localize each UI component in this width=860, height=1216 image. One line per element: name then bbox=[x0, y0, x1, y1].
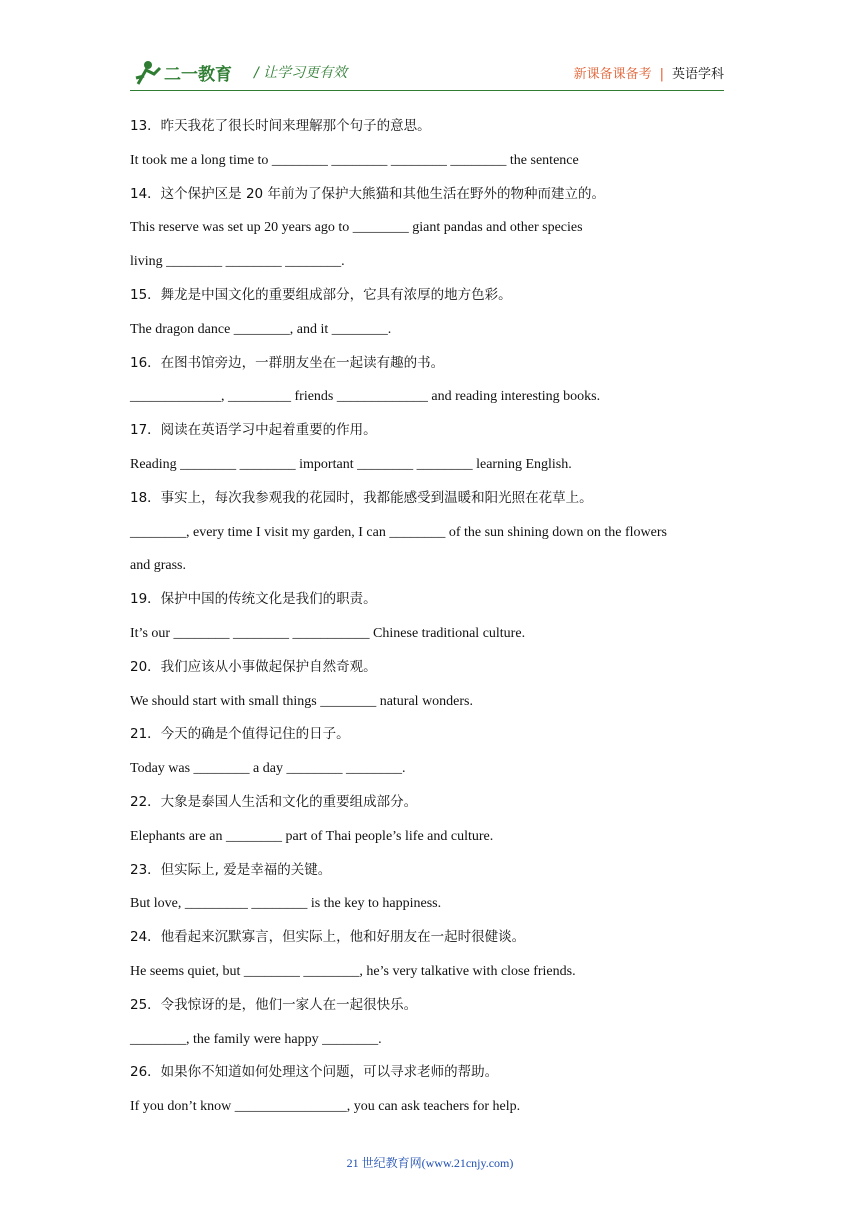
question-13-chinese: 13．昨天我花了很长时间来理解那个句子的意思。 bbox=[130, 118, 431, 134]
question-15-chinese: 15．舞龙是中国文化的重要组成部分，它具有浓厚的地方色彩。 bbox=[130, 286, 512, 303]
header-separator: | bbox=[659, 67, 664, 82]
svg-text:二一教育: 二一教育 bbox=[164, 65, 232, 85]
footer-link[interactable]: 21 世纪教育网(www.21cnjy.com) bbox=[346, 1156, 514, 1170]
question-17-chinese: 17．阅读在英语学习中起着重要的作用。 bbox=[130, 422, 377, 439]
question-21-chinese: 21．今天的确是个值得记住的日子。 bbox=[130, 726, 350, 743]
question-15-english: The dragon dance ________, and it ________. bbox=[130, 321, 392, 337]
question-19-chinese: 19．保护中国的传统文化是我们的职责。 bbox=[130, 591, 377, 608]
question-25-english: ________, the family were happy ________. bbox=[130, 1031, 382, 1047]
question-14-english: This reserve was set up 20 years ago to ________ giant pandas and other species bbox=[130, 220, 583, 236]
header-right bbox=[574, 63, 724, 82]
brand-text: 新课备课备考 bbox=[573, 67, 652, 82]
question-20-english: We should start with small things ________ natural wonders. bbox=[130, 693, 473, 709]
question-23-chinese: 23．但实际上, 爱是幸福的关键。 bbox=[130, 861, 332, 878]
question-22-english: Elephants are an ________ part of Thai people’s life and culture. bbox=[130, 828, 494, 844]
question-26-english: If you don’t know ________________, you can ask teachers for help. bbox=[130, 1099, 521, 1115]
question-23-english: But love, _________ ________ is the key to happiness. bbox=[130, 896, 442, 912]
page-header bbox=[130, 54, 724, 91]
question-13-english: It took me a long time to ________ ________ ________ ________ the sentence bbox=[130, 152, 579, 168]
logo-icon bbox=[130, 58, 250, 88]
question-18-english-cont: and grass. bbox=[130, 558, 186, 574]
question-18-chinese: 18．事实上，每次我参观我的花园时，我都能感受到温暖和阳光照在花草上。 bbox=[130, 489, 593, 506]
question-22-chinese: 22．大象是泰国人生活和文化的重要组成部分。 bbox=[130, 793, 418, 810]
question-26-chinese: 26．如果你不知道如何处理这个问题，可以寻求老师的帮助。 bbox=[130, 1064, 499, 1081]
question-16-english: _____________, _________ friends _____________ and reading interesting books. bbox=[130, 389, 601, 405]
subject-text: 英语学科 bbox=[671, 67, 724, 82]
question-24-chinese: 24．他看起来沉默寡言，但实际上，他和好朋友在一起时很健谈。 bbox=[130, 929, 526, 946]
question-19-english: It’s our ________ ________ ___________ Chinese traditional culture. bbox=[130, 625, 526, 641]
question-20-chinese: 20．我们应该从小事做起保护自然奇观。 bbox=[130, 658, 377, 675]
question-14-chinese: 14．这个保护区是 20 年前为了保护大熊猫和其他生活在野外的物种而建立的。 bbox=[130, 185, 605, 202]
question-25-chinese: 25．令我惊讶的是，他们一家人在一起很快乐。 bbox=[130, 996, 418, 1013]
question-14-english-cont: living ________ ________ ________. bbox=[130, 254, 345, 270]
question-24-english: He seems quiet, but ________ ________, he’s very talkative with close friends. bbox=[130, 963, 576, 979]
exercise-content bbox=[130, 110, 730, 1124]
question-16-chinese: 16．在图书馆旁边，一群朋友坐在一起读有趣的书。 bbox=[130, 354, 445, 371]
slogan: / 让学习更有效 bbox=[254, 65, 348, 81]
question-21-english: Today was ________ a day ________ ________. bbox=[130, 761, 406, 777]
question-18-english: ________, every time I visit my garden, I can ________ of the sun shining down on the flowers bbox=[130, 524, 667, 540]
question-17-english: Reading ________ ________ important ________ ________ learning English. bbox=[130, 456, 572, 472]
